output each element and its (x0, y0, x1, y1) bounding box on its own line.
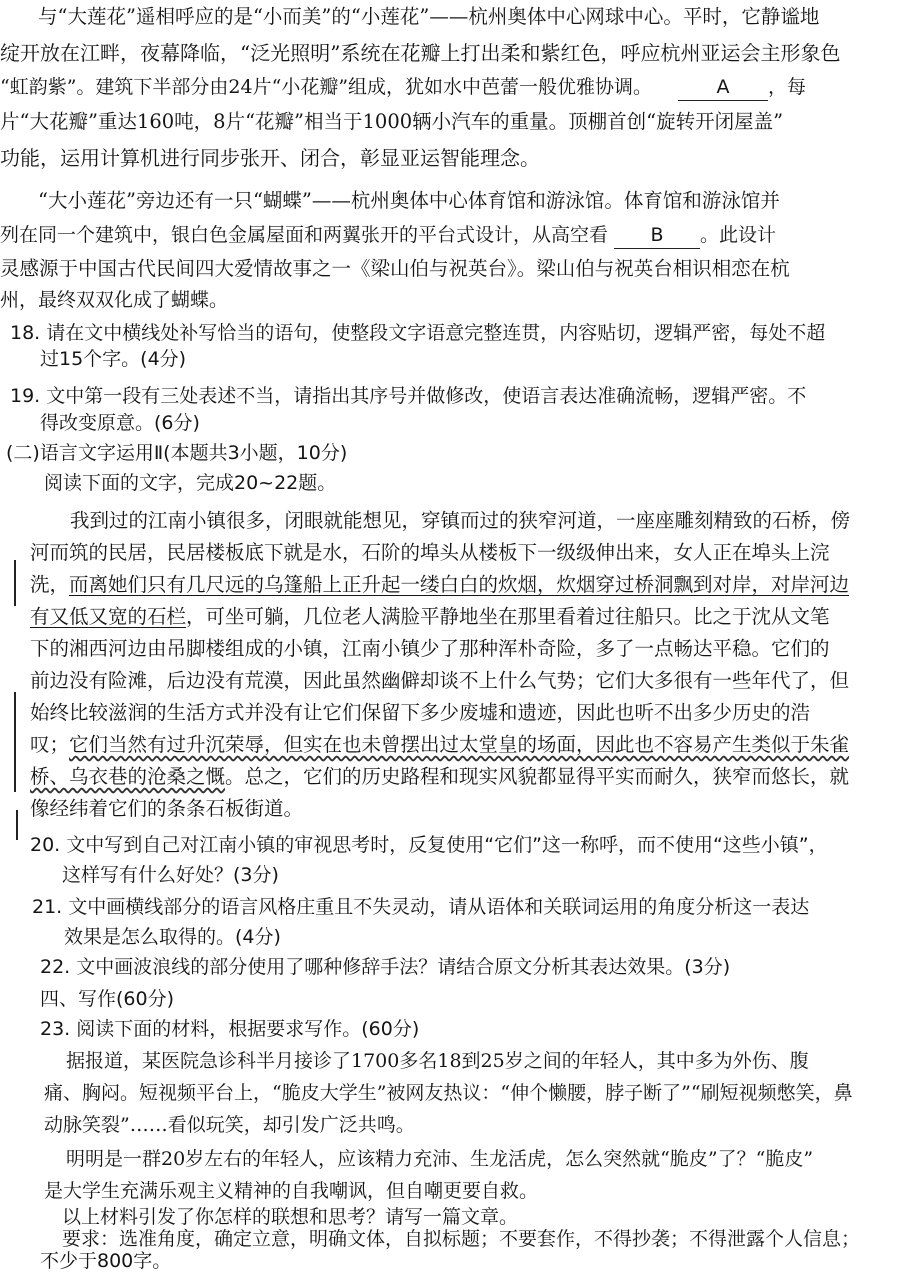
q20-line-2: 这样写有什么好处？(3分) (62, 864, 279, 886)
passage1-line-3-text: “虹韵紫”。建筑下半部分由24片“小花瓣”组成，犹如水中芭蕾一般优雅协调。 (0, 76, 653, 98)
q19-line-1: 19. 文中第一段有三处表述不当，请指出其序号并做修改，使语言表达准确流畅，逻辑严密。不 (10, 385, 807, 407)
passage3-line-6: 前边没有险滩，后边没有荒漠，因此虽然幽僻却谈不上什么气势；它们大多很有一些年代了，但 (30, 669, 850, 692)
passage3-line-8-lead: 叹； (30, 733, 70, 756)
passage3-line-3 (30, 572, 849, 598)
passage1-line-3-end: ，每 (768, 76, 807, 98)
passage2-line-2-end: 。此设计 (700, 224, 777, 246)
passage2-line-3: 灵感源于中国古代民间四大爱情故事之一《梁山伯与祝英台》。梁山伯与祝英台相识相恋在杭 (0, 257, 790, 280)
q23-material-line-4: 明明是一群20岁左右的年轻人，应该精力充沛、生龙活虎，怎么突然就“脆皮”了？“脆皮” (66, 1148, 814, 1170)
q23-material-line-3: 动脉笑裂”……看似玩笑，却引发广泛共鸣。 (44, 1114, 415, 1136)
straight-underlined-text-1: 而离她们只有几尺远的乌篷船上正升起一缕白白的炊烟，炊烟穿过桥洞飘到对岸，对岸河边 (69, 573, 850, 596)
passage1-line-2: 绽开放在江畔，夜幕降临，“泛光照明”系统在花瓣上打出柔和紫红色，呼应杭州亚运会主形象色 (0, 41, 841, 65)
q21-line-2: 效果是怎么取得的。(4分) (64, 926, 281, 948)
passage3-line-4 (30, 604, 830, 630)
passage3-line-1: 我到过的江南小镇很多，闭眼就能想见，穿镇而过的狭窄河道，一座座雕刻精致的石桥，傍 (70, 509, 851, 532)
q18-line-2: 过15个字。(4分) (40, 348, 187, 370)
passage3-line-2: 河而筑的民居，民居楼板底下就是水，石阶的埠头从楼板下一级级伸出来，女人正在埠头上浣 (30, 541, 830, 564)
passage1-line-4: 片“大花瓣”重达160吨，8片“花瓣”相当于1000辆小汽车的重量。顶棚首创“旋转开闭屋盖” (0, 110, 784, 133)
passage3-line-9 (30, 764, 849, 790)
margin-bracket-mark-1 (14, 560, 16, 606)
passage3-line-7: 始终比较滋润的生活方式并没有让它们保留下多少废墟和遗迹，因此也听不出多少历史的浩 (30, 701, 811, 724)
q23-requirements-line-1: 要求：选准角度，确定立意，明确文体，自拟标题；不要套作，不得抄袭；不得泄露个人信息； (62, 1228, 861, 1250)
passage2-line-1: “大小莲花”旁边还有一只“蝴蝶”——杭州奥体中心体育馆和游泳馆。体育馆和游泳馆并 (38, 189, 780, 212)
q22-line-1: 22. 文中画波浪线的部分使用了哪种修辞手法？请结合原文分析其表达效果。(3分) (40, 956, 731, 978)
q23-material-line-1: 据报道，某医院急诊科半月接诊了1700多名18到25岁之间的年轻人，其中多为外伤、腹 (66, 1050, 809, 1072)
passage3-line-9-rest: 。总之，它们的历史路程和现实风貌都显得平实而耐久，狭窄而悠长，就 (225, 765, 850, 788)
q21-line-1: 21. 文中画横线部分的语言风格庄重且不失灵动，请从语体和关联词运用的角度分析这一表达 (32, 896, 810, 918)
section-2-instruction: 阅读下面的文字，完成20~22题。 (44, 472, 337, 494)
passage3-line-8 (30, 732, 849, 758)
wavy-underlined-text-1: 它们当然有过升沉荣辱，但实在也未曾摆出过太堂皇的场面，因此也不容易产生类似于朱雀 (69, 733, 850, 756)
passage3-line-10: 像经纬着它们的条条石板街道。 (30, 797, 304, 820)
q23-material-line-2: 痛、胸闷。短视频平台上，“脆皮大学生”被网友热议：“伸个懒腰，脖子断了”“刷短视频憋笑，鼻 (44, 1082, 853, 1104)
q23-material-line-5: 是大学生充满乐观主义精神的自我嘲讽，但自嘲更要自救。 (44, 1180, 539, 1202)
q23-requirements-line-2: 不少于800字。 (40, 1250, 172, 1272)
wavy-underlined-text-2: 桥、乌衣巷的沧桑之慨 (30, 765, 226, 788)
passage3-line-3-lead: 洗， (30, 573, 70, 596)
q23-line-1: 23. 阅读下面的材料，根据要求写作。(60分) (40, 1018, 420, 1040)
passage1-line-3 (0, 74, 806, 101)
passage1-line-1: 与“大莲花”遥相呼应的是“小而美”的“小莲花”——杭州奥体中心网球中心。平时，它静谧地 (38, 5, 820, 28)
passage2-line-4: 州，最终双双化成了蝴蝶。 (0, 289, 229, 311)
passage2-line-2-text: 列在同一个建筑中，银白色金属屋面和两翼张开的平台式设计，从高空看 (0, 224, 609, 246)
section-4-title: 四、写作(60分) (40, 988, 175, 1010)
q23-prompt-line: 以上材料引发了你怎样的联想和思考？请写一篇文章。 (62, 1206, 519, 1228)
passage2-line-2 (0, 222, 776, 249)
q19-line-2: 得改变原意。(6分) (40, 412, 200, 434)
margin-bracket-mark-3 (16, 810, 18, 840)
blank-b: B (614, 222, 700, 249)
blank-a: A (678, 74, 768, 101)
passage3-line-4-rest: ，可坐可躺，几位老人满脸平静地坐在那里看着过往船只。比之于沈从文笔 (186, 605, 830, 628)
passage3-line-5: 下的湘西河边由吊脚楼组成的小镇，江南小镇少了那种浑朴奇险，多了一点畅达平稳。它们的 (30, 637, 830, 660)
margin-bracket-mark-2 (14, 692, 16, 792)
straight-underlined-text-2: 有又低又宽的石栏 (30, 605, 187, 628)
section-2-title: (二)语言文字运用Ⅱ(本题共3小题，10分) (6, 442, 348, 464)
q18-line-1: 18. 请在文中横线处补写恰当的语句，使整段文字语意完整连贯，内容贴切，逻辑严密，每处不超 (10, 322, 826, 344)
q20-line-1: 20. 文中写到自己对江南小镇的审视思考时，反复使用“它们”这一称呼，而不使用“这些小镇”， (30, 834, 828, 856)
passage1-line-5: 功能，运用计算机进行同步张开、闭合，彰显亚运智能理念。 (0, 146, 540, 170)
